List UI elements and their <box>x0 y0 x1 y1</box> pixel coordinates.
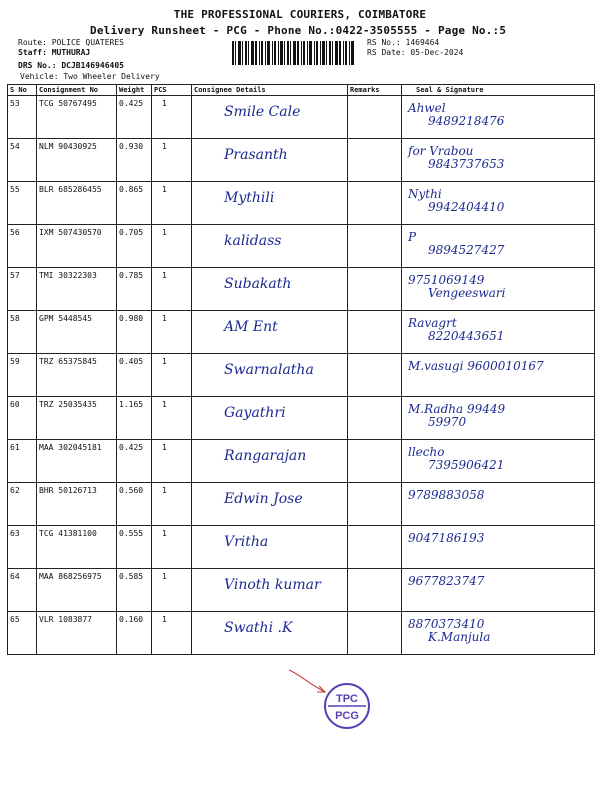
cell-remarks <box>348 96 402 139</box>
cell-pcs: 1 <box>162 142 167 151</box>
table-row <box>8 96 595 139</box>
cell-pcs: 1 <box>162 99 167 108</box>
cell-sno: 65 <box>10 615 20 624</box>
delivery-table <box>7 84 595 655</box>
cell-consignee: Rangarajan <box>224 448 307 464</box>
cell-pcs: 1 <box>162 400 167 409</box>
cell-signature <box>404 440 592 472</box>
signature-line-2: 9942404410 <box>428 200 505 214</box>
cell-remarks <box>348 612 402 655</box>
cell-consignee: Subakath <box>224 276 292 292</box>
cell-signature <box>404 397 592 429</box>
signature-line-1: Ahwel <box>408 101 446 115</box>
cell-weight: 0.930 <box>119 142 144 151</box>
tpc-stamp <box>322 681 372 731</box>
cell-consignment: NLM 90430925 <box>39 142 97 151</box>
cell-signature <box>404 311 592 343</box>
cell-consignee: AM Ent <box>224 319 278 335</box>
cell-signature <box>404 569 592 588</box>
cell-consignment: IXM 507430570 <box>39 228 102 237</box>
cell-sno: 55 <box>10 185 20 194</box>
cell-sno: 63 <box>10 529 20 538</box>
cell-remarks <box>348 139 402 182</box>
cell-signature <box>404 225 592 257</box>
cell-consignment: TCG 50767495 <box>39 99 97 108</box>
signature-line-1: llecho <box>408 445 445 459</box>
cell-signature <box>404 182 592 214</box>
cell-consignee: Vinoth kumar <box>224 577 321 593</box>
cell-remarks <box>348 569 402 612</box>
cell-remarks <box>348 311 402 354</box>
stamp-text-bottom: PCG <box>335 710 359 722</box>
cell-signature <box>404 96 592 128</box>
cell-consignment: BLR 685286455 <box>39 185 102 194</box>
cell-remarks <box>348 483 402 526</box>
rs-date: RS Date: 05-Dec-2024 <box>367 48 464 57</box>
cell-weight: 0.865 <box>119 185 144 194</box>
cell-consignment: VLR 1083877 <box>39 615 92 624</box>
cell-pcs: 1 <box>162 228 167 237</box>
drs-number: DRS No.: DCJB146946405 <box>18 61 124 70</box>
cell-pcs: 1 <box>162 615 167 624</box>
cell-sno: 57 <box>10 271 20 280</box>
cell-consignment: GPM 5448545 <box>39 314 92 323</box>
signature-line-1: 9751069149 <box>408 273 485 287</box>
cell-consignee: kalidass <box>224 233 282 249</box>
cell-pcs: 1 <box>162 572 167 581</box>
signature-line-2: Vengeeswari <box>428 286 506 300</box>
table-row <box>8 354 595 397</box>
table-row <box>8 225 595 268</box>
cell-signature <box>404 612 592 644</box>
cell-consignment: TRZ 65375845 <box>39 357 97 366</box>
cell-pcs: 1 <box>162 443 167 452</box>
cell-sno: 62 <box>10 486 20 495</box>
table-row <box>8 440 595 483</box>
col-header-weight: Weight <box>117 85 152 96</box>
table-row <box>8 483 595 526</box>
cell-pcs: 1 <box>162 529 167 538</box>
table-row <box>8 612 595 655</box>
table-row <box>8 139 595 182</box>
cell-weight: 0.160 <box>119 615 144 624</box>
col-header-consignee: Consignee Details <box>192 85 348 96</box>
cell-weight: 0.560 <box>119 486 144 495</box>
cell-signature <box>404 526 592 545</box>
cell-consignee: Vritha <box>224 534 269 550</box>
signature-line-1: 9677823747 <box>408 574 485 588</box>
cell-weight: 0.555 <box>119 529 144 538</box>
table-row <box>8 569 595 612</box>
table-row <box>8 526 595 569</box>
col-header-remarks: Remarks <box>348 85 402 96</box>
cell-weight: 0.405 <box>119 357 144 366</box>
signature-line-1: Ravagrt <box>408 316 457 330</box>
cell-remarks <box>348 182 402 225</box>
table-row <box>8 397 595 440</box>
cell-signature <box>404 483 592 502</box>
cell-sno: 59 <box>10 357 20 366</box>
cell-pcs: 1 <box>162 271 167 280</box>
col-header-seal: Seal & Signature <box>402 85 595 96</box>
cell-sno: 64 <box>10 572 20 581</box>
cell-pcs: 1 <box>162 314 167 323</box>
cell-weight: 0.425 <box>119 443 144 452</box>
table-header-row <box>8 85 595 96</box>
cell-consignee: Edwin Jose <box>224 491 303 507</box>
cell-consignment: MAA 868256975 <box>39 572 102 581</box>
signature-line-1: for Vrabou <box>408 144 474 158</box>
signature-line-2: 9489218476 <box>428 114 505 128</box>
cell-consignee: Prasanth <box>224 147 288 163</box>
cell-sno: 54 <box>10 142 20 151</box>
cell-weight: 0.980 <box>119 314 144 323</box>
cell-consignee: Smile Cale <box>224 104 301 120</box>
col-header-sno: S No <box>8 85 37 96</box>
signature-line-1: P <box>408 230 417 244</box>
route-label: Route: POLICE QUATERES <box>18 38 124 47</box>
signature-line-1: M.vasugi 9600010167 <box>408 359 544 373</box>
cell-weight: 1.165 <box>119 400 144 409</box>
signature-line-2: 9894527427 <box>428 243 505 257</box>
cell-sno: 53 <box>10 99 20 108</box>
cell-remarks <box>348 440 402 483</box>
cell-signature <box>404 354 592 373</box>
col-header-consignment: Consignment No <box>37 85 117 96</box>
table-body <box>8 96 595 655</box>
cell-remarks <box>348 526 402 569</box>
staff-label: Staff: MUTHURAJ <box>18 48 91 57</box>
signature-line-1: M.Radha 99449 <box>408 402 506 416</box>
company-name: THE PROFESSIONAL COURIERS, COIMBATORE <box>173 8 427 21</box>
cell-consignee: Gayathri <box>224 405 286 421</box>
cell-consignee: Mythili <box>224 190 275 206</box>
cell-consignment: TCG 41381100 <box>39 529 97 538</box>
signature-line-1: 9047186193 <box>408 531 485 545</box>
cell-weight: 0.585 <box>119 572 144 581</box>
runsheet-title: Delivery Runsheet - PCG - Phone No.:0422-3505555 - Page No.:5 <box>90 24 507 37</box>
cell-sno: 61 <box>10 443 20 452</box>
col-header-pcs: PCS <box>152 85 192 96</box>
signature-line-2: 9843737653 <box>428 157 505 171</box>
cell-consignment: BHR 50126713 <box>39 486 97 495</box>
signature-line-1: 9789883058 <box>408 488 485 502</box>
cell-signature <box>404 139 592 171</box>
cell-consignee: Swathi .K <box>224 620 293 636</box>
cell-pcs: 1 <box>162 486 167 495</box>
cell-weight: 0.785 <box>119 271 144 280</box>
stamp-text-top: TPC <box>336 693 358 705</box>
signature-line-1: 8870373410 <box>408 617 485 631</box>
vehicle-label: Vehicle: Two Wheeler Delivery <box>20 72 160 81</box>
cell-pcs: 1 <box>162 185 167 194</box>
table-row <box>8 182 595 225</box>
cell-consignment: TMI 30322303 <box>39 271 97 280</box>
signature-line-2: 7395906421 <box>428 458 505 472</box>
table-row <box>8 311 595 354</box>
cell-pcs: 1 <box>162 357 167 366</box>
cell-remarks <box>348 225 402 268</box>
signature-line-2: 8220443651 <box>428 329 505 343</box>
cell-consignment: MAA 302045181 <box>39 443 102 452</box>
cell-sno: 58 <box>10 314 20 323</box>
barcode <box>232 41 356 65</box>
cell-sno: 56 <box>10 228 20 237</box>
cell-remarks <box>348 397 402 440</box>
cell-weight: 0.425 <box>119 99 144 108</box>
cell-remarks <box>348 354 402 397</box>
signature-line-2: K.Manjula <box>428 630 491 644</box>
cell-sno: 60 <box>10 400 20 409</box>
cell-remarks <box>348 268 402 311</box>
table-row <box>8 268 595 311</box>
cell-consignee: Swarnalatha <box>224 362 314 378</box>
cell-signature <box>404 268 592 300</box>
cell-weight: 0.705 <box>119 228 144 237</box>
rs-number: RS No.: 1469464 <box>367 38 440 47</box>
signature-line-1: Nythi <box>408 187 442 201</box>
cell-consignment: TRZ 25035435 <box>39 400 97 409</box>
signature-line-2: 59970 <box>428 415 467 429</box>
